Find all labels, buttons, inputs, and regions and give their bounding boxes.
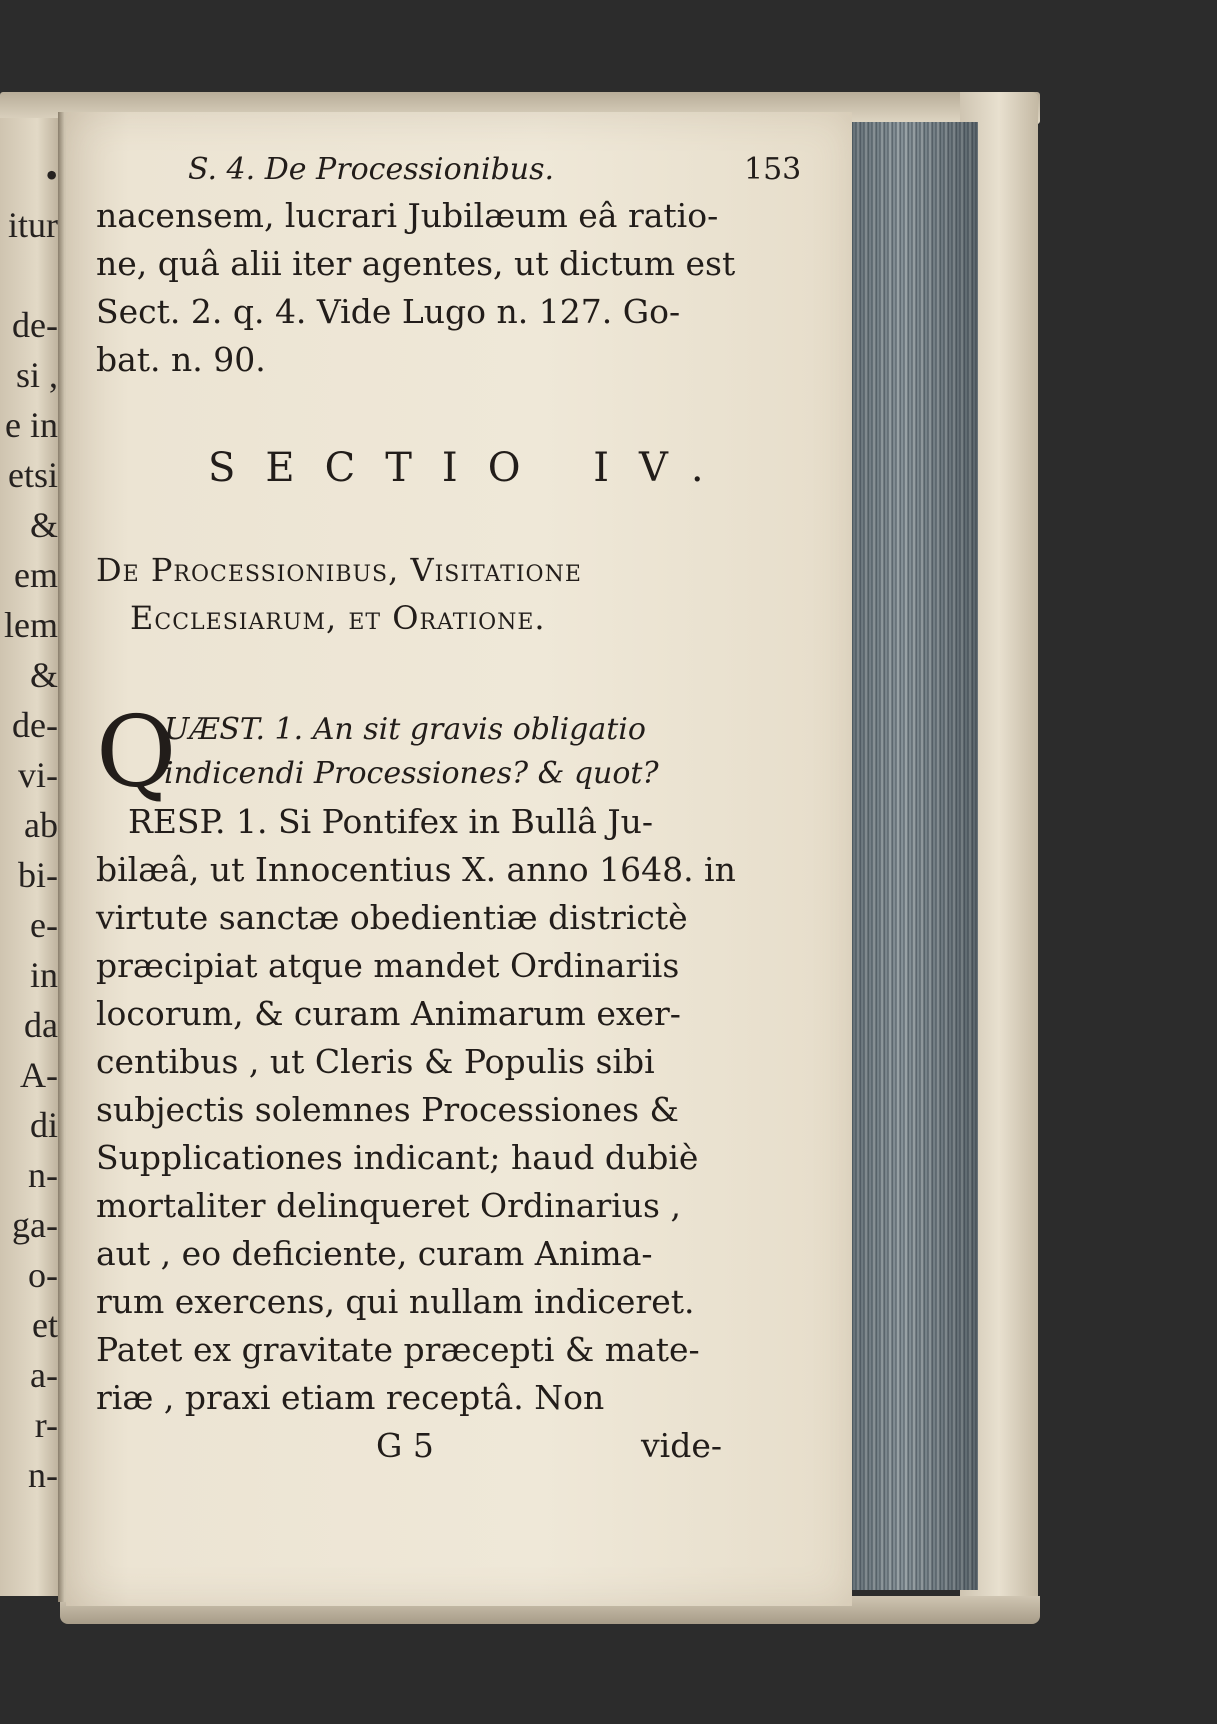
drop-cap: Q xyxy=(96,696,177,810)
body-line: bat. n. 90. xyxy=(96,340,266,379)
left-page-fragment: lem xyxy=(4,605,58,645)
body-line: Sect. 2. q. 4. Vide Lugo n. 127. Go- xyxy=(96,292,681,331)
left-page-fragment: si , xyxy=(15,355,58,395)
page-number: 153 xyxy=(744,152,802,187)
body-line: Supplicationes indicant; haud dubiè xyxy=(96,1138,699,1177)
left-page-fragment: itur xyxy=(8,205,58,245)
section-title: SECTIO IV. xyxy=(208,445,734,491)
left-page-fragment: in xyxy=(29,955,58,995)
signature-mark: G 5 xyxy=(376,1426,434,1465)
body-line: centibus , ut Cleris & Populis sibi xyxy=(96,1042,655,1081)
body-line: bilæâ, ut Innocentius X. anno 1648. in xyxy=(96,850,736,889)
running-head-title: S. 4. De Processionibus. xyxy=(188,152,555,187)
left-page-fragment: & xyxy=(29,655,58,695)
body-line: præcipiat atque mandet Ordinariis xyxy=(96,946,680,985)
left-page-fragment: n- xyxy=(28,1155,58,1195)
question-line: indicendi Processiones? & quot? xyxy=(164,756,659,791)
left-page-fragment: o- xyxy=(28,1255,58,1295)
body-line: Patet ex gravitate præcepti & mate- xyxy=(96,1330,700,1369)
left-page-fragment: da xyxy=(24,1005,58,1045)
body-line: rum exercens, qui nullam indiceret. xyxy=(96,1282,695,1321)
left-page-fragment: e- xyxy=(30,905,58,945)
left-page-fragment: A- xyxy=(20,1055,58,1095)
body-line: nacensem, lucrari Jubilæum eâ ratio- xyxy=(96,196,719,235)
left-page-fragment: di xyxy=(29,1105,58,1145)
left-page-fragment: n- xyxy=(28,1455,58,1495)
left-page-fragment: ga- xyxy=(12,1205,58,1245)
body-line: mortaliter delinqueret Ordinarius , xyxy=(96,1186,681,1225)
body-line: virtute sanctæ obedientiæ districtè xyxy=(96,898,688,937)
body-line: aut , eo deficiente, curam Anima- xyxy=(96,1234,653,1273)
left-page-fragments xyxy=(4,150,58,1500)
left-page-fragment: bi- xyxy=(18,855,58,895)
page-edges xyxy=(852,122,978,1590)
left-page-fragment: de- xyxy=(12,305,58,345)
section-subtitle-line: Ecclesiarum, et Oratione. xyxy=(130,599,546,637)
left-page-fragment: e in xyxy=(5,405,58,445)
left-page-fragment: • xyxy=(45,155,58,195)
left-page-fragment: et xyxy=(32,1305,58,1345)
left-facing-page xyxy=(0,118,62,1596)
left-page-fragment: vi- xyxy=(18,755,58,795)
question-line: UÆST. 1. An sit gravis obligatio xyxy=(164,712,646,747)
left-page-fragment: ab xyxy=(24,805,58,845)
left-page-fragment: etsi xyxy=(8,455,58,495)
catchword: vide- xyxy=(641,1426,723,1465)
body-line: ne, quâ alii iter agentes, ut dictum est xyxy=(96,244,736,283)
body-line: RESP. 1. Si Pontifex in Bullâ Ju- xyxy=(128,802,654,841)
left-page-fragment: r- xyxy=(34,1405,58,1445)
left-page-fragment: em xyxy=(14,555,58,595)
body-line: subjectis solemnes Processiones & xyxy=(96,1090,679,1129)
left-page-fragment: de- xyxy=(12,705,58,745)
left-page-fragment xyxy=(4,250,58,300)
body-line: riæ , praxi etiam receptâ. Non xyxy=(96,1378,605,1417)
body-line: locorum, & curam Animarum exer- xyxy=(96,994,681,1033)
section-subtitle-line: De Processionibus, Visitatione xyxy=(96,551,582,589)
left-page-fragment: a- xyxy=(30,1355,58,1395)
left-page-fragment: & xyxy=(29,505,58,545)
running-head xyxy=(188,150,802,190)
